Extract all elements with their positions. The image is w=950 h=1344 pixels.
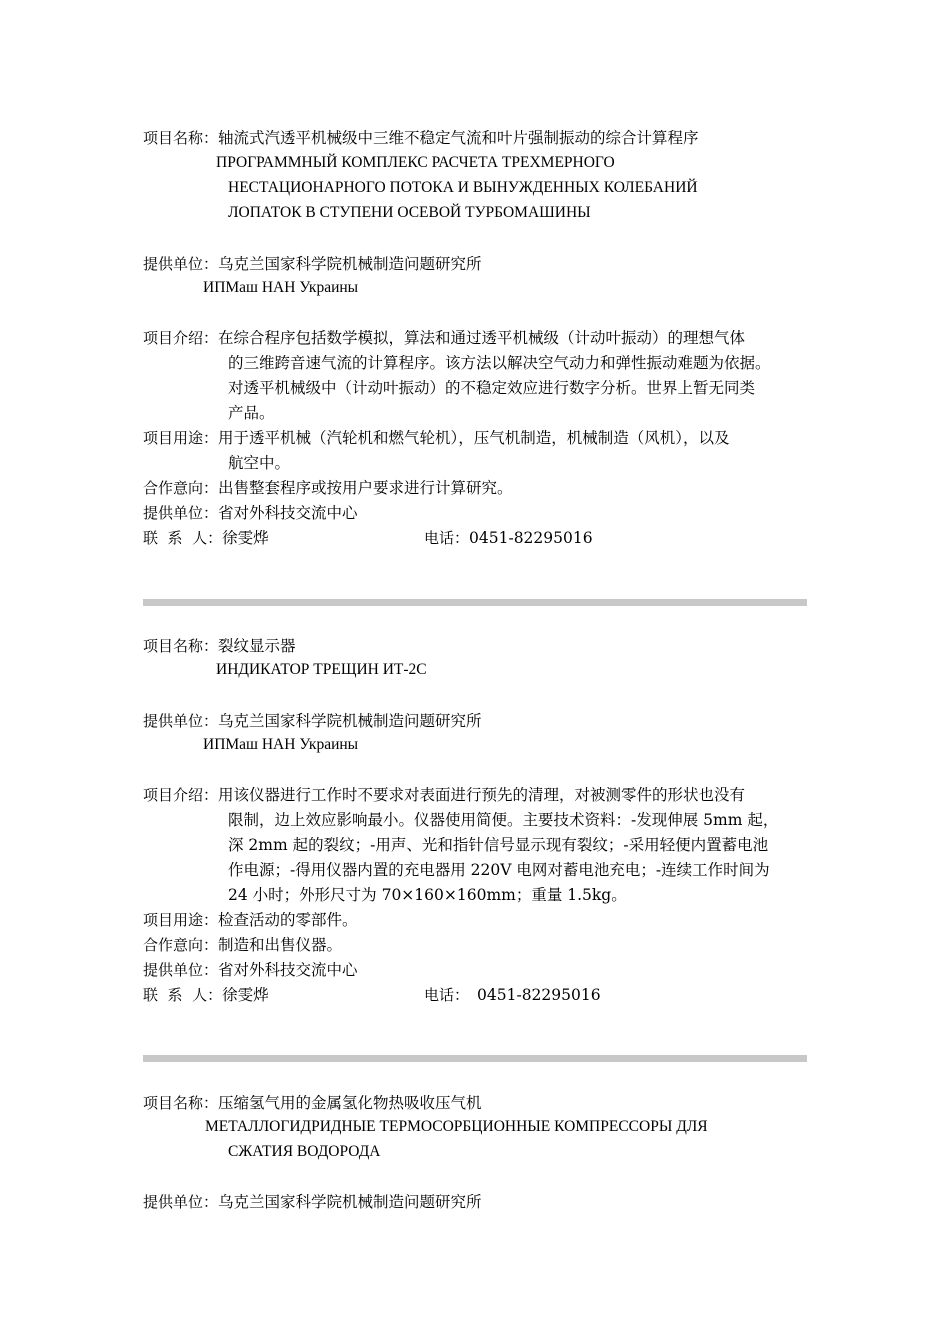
use-label: 项目用途： [143,429,219,447]
coop-text: 出售整套程序或按用户要求进行计算研究。 [218,479,513,497]
use-label: 项目用途： [143,911,219,929]
intro-text-line: 深 2mm 起的裂纹；-用声、光和指针信号显示现有裂纹；-采用轻便内置蓄电池 [228,836,769,854]
phone-label: 电话： [424,529,470,547]
coop-text: 制造和出售仪器。 [218,936,343,954]
project-name-ru-line: МЕТАЛЛОГИДРИДНЫЕ ТЕРМОСОРБЦИОННЫЕ КОМПРЕССОРЫ ДЛЯ [205,1118,708,1135]
phone-row [424,985,601,1005]
use-row [143,910,358,930]
intro-text-line: 作电源；-得用仪器内置的充电器用 220V 电网对蓄电池充电；-连续工作时间为 [228,861,770,879]
use-text-line: 检查活动的零部件。 [218,911,358,929]
project-name-ru-line: ПРОГРАММНЫЙ КОМПЛЕКС РАСЧЕТА ТРЕХМЕРНОГО [216,154,615,171]
project-name-ru-line: НЕСТАЦИОНАРНОГО ПОТОКА И ВЫНУЖДЕННЫХ КОЛЕБАНИЙ [228,179,698,196]
project-name-cn: 压缩氢气用的金属氢化物热吸收压气机 [218,1094,482,1112]
intro-row [143,785,745,805]
intro-label: 项目介绍： [143,786,219,804]
project-name-row [143,636,296,656]
provider2-text: 省对外科技交流中心 [218,504,358,522]
phone-number: 0451-82295016 [469,529,593,547]
provider-cn: 乌克兰国家科学院机械制造问题研究所 [218,712,482,730]
project-name-row [143,128,699,148]
phone-number: 0451-82295016 [477,986,601,1004]
phone-label: 电话： [424,986,470,1004]
coop-label: 合作意向： [143,936,219,954]
project-name-ru-line: СЖАТИЯ ВОДОРОДА [228,1143,381,1160]
section-divider [143,1055,807,1062]
project-name-cn: 裂纹显示器 [218,637,296,655]
project-name-cn: 轴流式汽透平机械级中三维不稳定气流和叶片强制振动的综合计算程序 [218,129,699,147]
provider-row [143,254,482,274]
contact-label: 联 系 人： [143,986,223,1004]
intro-text-line: 在综合程序包括数学模拟，算法和通过透平机械级（计动叶振动）的理想气体 [218,329,746,347]
use-text-line: 航空中。 [228,454,291,472]
intro-text-line: 用该仪器进行工作时不要求对表面进行预先的清理，对被测零件的形状也没有 [218,786,746,804]
provider2-label: 提供单位： [143,961,219,979]
contact-row [143,528,269,548]
intro-text-line: 24 小时；外形尺寸为 70×160×160mm；重量 1.5kg。 [228,886,627,904]
provider-label: 提供单位： [143,255,219,273]
intro-label: 项目介绍： [143,329,219,347]
intro-text-line: 产品。 [228,404,275,422]
contact-row [143,985,269,1005]
use-text-line: 用于透平机械（汽轮机和燃气轮机），压气机制造，机械制造（风机），以及 [218,429,730,447]
provider-ru: ИПМаш НАН Украины [203,736,359,753]
section-divider [143,599,807,606]
project-name-label: 项目名称： [143,129,219,147]
intro-row [143,328,745,348]
intro-text-line: 的三维跨音速气流的计算程序。该方法以解决空气动力和弹性振动难题为依据。 [228,354,771,372]
contact-label: 联 系 人： [143,529,223,547]
provider2-row [143,960,358,980]
provider2-text: 省对外科技交流中心 [218,961,358,979]
provider-row [143,711,482,731]
provider2-row [143,503,358,523]
project-name-ru-line: ЛОПАТОК В СТУПЕНИ ОСЕВОЙ ТУРБОМАШИНЫ [228,204,591,221]
phone-row [424,528,593,548]
intro-text-line: 限制，边上效应影响最小。仪器使用简便。主要技术资料：-发现伸展 5mm 起， [228,811,779,829]
provider-cn: 乌克兰国家科学院机械制造问题研究所 [218,255,482,273]
use-row [143,428,730,448]
contact-name: 徐雯烨 [222,529,269,547]
coop-row [143,935,342,955]
intro-text-line: 对透平机械级中（计动叶振动）的不稳定效应进行数字分析。世界上暂无同类 [228,379,756,397]
provider-label: 提供单位： [143,712,219,730]
project-name-ru-line: ИНДИКАТОР ТРЕЩИН ИТ-2С [216,661,427,678]
project-name-label: 项目名称： [143,1094,219,1112]
project-name-row [143,1093,482,1113]
project-name-label: 项目名称： [143,637,219,655]
coop-label: 合作意向： [143,479,219,497]
contact-name: 徐雯烨 [222,986,269,1004]
provider-row [143,1192,482,1212]
provider-label: 提供单位： [143,1193,219,1211]
provider2-label: 提供单位： [143,504,219,522]
provider-ru: ИПМаш НАН Украины [203,279,359,296]
coop-row [143,478,513,498]
provider-cn: 乌克兰国家科学院机械制造问题研究所 [218,1193,482,1211]
